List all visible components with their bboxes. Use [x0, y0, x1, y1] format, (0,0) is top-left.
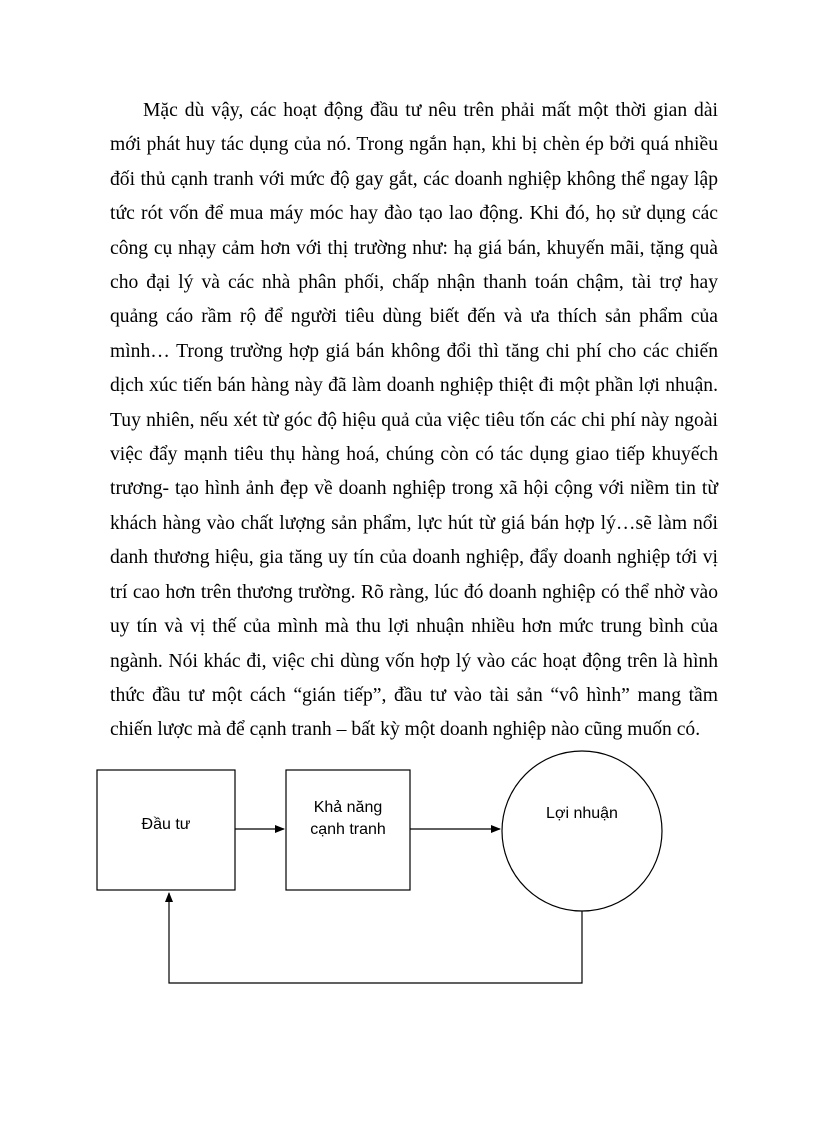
body-paragraph: Mặc dù vậy, các hoạt động đầu tư nêu trên phải mất một thời gian dài mới phát huy tác dụng của nó. Trong ngắn hạn, khi bị chèn ép bởi quá nhiều đối thủ cạnh tranh với mức độ gay gắt, các doanh nghiệp không thể ngay lập tức rót vốn để mua máy móc hay đào tạo lao động. Khi đó, họ sử dụng các công cụ nhạy cảm hơn với thị trường như: hạ giá bán, khuyến mãi, tặng quà cho đại lý và các nhà phân phối, chấp nhận thanh toán chậm, tài trợ hay quảng cáo rầm rộ để người tiêu dùng biết đến và ưa thích sản phẩm của mình… Trong trường hợp giá bán không đổi thì tăng chi phí cho các chiến dịch xúc tiến bán hàng này đã làm doanh nghiệp thiệt đi một phần lợi nhuận. Tuy nhiên, nếu xét từ góc độ hiệu quả của việc tiêu tốn các chi phí này ngoài việc đẩy mạnh tiêu thụ hàng hoá, chúng còn có tác dụng giao tiếp khuyếch trương- tạo hình ảnh đẹp về doanh nghiệp trong xã hội cộng với niềm tin từ khách hàng vào chất lượng sản phẩm, lực hút từ giá bán hợp lý…sẽ làm nổi danh thương hiệu, gia tăng uy tín của doanh nghiệp, đẩy doanh nghiệp tới vị trí cao hơn trên thương trường. Rõ ràng, lúc đó doanh nghiệp có thể nhờ vào uy tín và vị thế của mình mà thu lợi nhuận nhiều hơn mức trung bình của ngành. Nói khác đi, việc chi dùng vốn hợp lý vào các hoạt động trên là hình thức đầu tư một cách “gián tiếp”, đầu tư vào tài sản “vô hình” mang tầm chiến lược mà để cạnh tranh – bất kỳ một doanh nghiệp nào cũng muốn có.	[110, 100, 718, 741]
compete-label	[286, 797, 410, 841]
compete-label-line1: Khả năng	[313, 799, 383, 816]
profit-label: Lợi nhuận	[546, 805, 618, 822]
feedback-arrow-profit-to-invest	[169, 893, 582, 983]
profit-circle	[502, 751, 662, 911]
invest-label: Đầu tư	[141, 816, 191, 833]
compete-label-line2: cạnh tranh	[310, 821, 386, 838]
